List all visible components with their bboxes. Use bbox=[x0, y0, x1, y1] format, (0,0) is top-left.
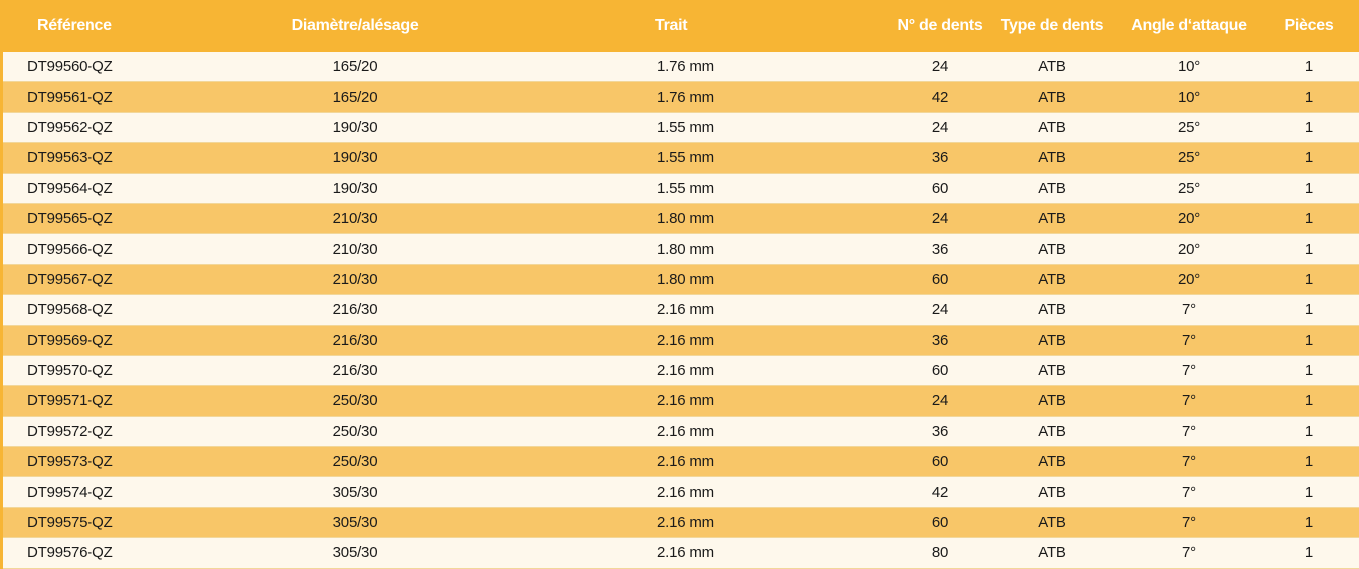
cell-tooth-type: ATB bbox=[985, 538, 1119, 568]
table-row bbox=[3, 234, 1359, 264]
cell-teeth-count: 36 bbox=[895, 325, 985, 355]
cell-pieces: 1 bbox=[1259, 234, 1359, 264]
table-row bbox=[3, 507, 1359, 537]
cell-tooth-type: ATB bbox=[985, 82, 1119, 112]
header-pieces: Pièces bbox=[1259, 0, 1359, 52]
table-row bbox=[3, 52, 1359, 82]
cell-kerf: 2.16 mm bbox=[443, 507, 895, 537]
cell-pieces: 1 bbox=[1259, 447, 1359, 477]
cell-tooth-type: ATB bbox=[985, 264, 1119, 294]
header-hook-angle: Angle d‘attaque bbox=[1119, 0, 1259, 52]
cell-kerf: 2.16 mm bbox=[443, 355, 895, 385]
cell-diameter-bore: 210/30 bbox=[267, 264, 443, 294]
cell-tooth-type: ATB bbox=[985, 295, 1119, 325]
cell-kerf: 1.80 mm bbox=[443, 234, 895, 264]
cell-diameter-bore: 216/30 bbox=[267, 355, 443, 385]
cell-pieces: 1 bbox=[1259, 295, 1359, 325]
header-diameter-bore: Diamètre/alésage bbox=[267, 0, 443, 52]
cell-hook-angle: 25° bbox=[1119, 112, 1259, 142]
cell-reference: DT99568-QZ bbox=[3, 295, 267, 325]
table-row bbox=[3, 447, 1359, 477]
cell-hook-angle: 20° bbox=[1119, 234, 1259, 264]
cell-diameter-bore: 250/30 bbox=[267, 386, 443, 416]
cell-hook-angle: 7° bbox=[1119, 447, 1259, 477]
header-reference: Référence bbox=[3, 0, 267, 52]
cell-teeth-count: 60 bbox=[895, 507, 985, 537]
cell-pieces: 1 bbox=[1259, 52, 1359, 82]
cell-diameter-bore: 305/30 bbox=[267, 538, 443, 568]
cell-kerf: 2.16 mm bbox=[443, 416, 895, 446]
cell-teeth-count: 24 bbox=[895, 52, 985, 82]
cell-hook-angle: 20° bbox=[1119, 264, 1259, 294]
cell-tooth-type: ATB bbox=[985, 112, 1119, 142]
cell-pieces: 1 bbox=[1259, 203, 1359, 233]
cell-kerf: 1.55 mm bbox=[443, 143, 895, 173]
cell-reference: DT99576-QZ bbox=[3, 538, 267, 568]
cell-reference: DT99567-QZ bbox=[3, 264, 267, 294]
table-row bbox=[3, 295, 1359, 325]
table-row bbox=[3, 538, 1359, 568]
cell-diameter-bore: 250/30 bbox=[267, 416, 443, 446]
cell-reference: DT99565-QZ bbox=[3, 203, 267, 233]
cell-pieces: 1 bbox=[1259, 355, 1359, 385]
table-row bbox=[3, 203, 1359, 233]
cell-diameter-bore: 305/30 bbox=[267, 507, 443, 537]
cell-tooth-type: ATB bbox=[985, 416, 1119, 446]
table-row bbox=[3, 355, 1359, 385]
cell-kerf: 1.80 mm bbox=[443, 264, 895, 294]
cell-kerf: 1.80 mm bbox=[443, 203, 895, 233]
cell-tooth-type: ATB bbox=[985, 234, 1119, 264]
cell-tooth-type: ATB bbox=[985, 355, 1119, 385]
cell-reference: DT99571-QZ bbox=[3, 386, 267, 416]
cell-hook-angle: 7° bbox=[1119, 416, 1259, 446]
cell-diameter-bore: 216/30 bbox=[267, 295, 443, 325]
cell-pieces: 1 bbox=[1259, 264, 1359, 294]
cell-diameter-bore: 190/30 bbox=[267, 173, 443, 203]
cell-pieces: 1 bbox=[1259, 143, 1359, 173]
cell-teeth-count: 60 bbox=[895, 447, 985, 477]
cell-tooth-type: ATB bbox=[985, 173, 1119, 203]
cell-reference: DT99569-QZ bbox=[3, 325, 267, 355]
cell-kerf: 2.16 mm bbox=[443, 477, 895, 507]
cell-hook-angle: 10° bbox=[1119, 82, 1259, 112]
cell-hook-angle: 25° bbox=[1119, 143, 1259, 173]
cell-kerf: 2.16 mm bbox=[443, 386, 895, 416]
cell-hook-angle: 10° bbox=[1119, 52, 1259, 82]
cell-teeth-count: 60 bbox=[895, 264, 985, 294]
table-row bbox=[3, 416, 1359, 446]
cell-reference: DT99562-QZ bbox=[3, 112, 267, 142]
cell-hook-angle: 7° bbox=[1119, 355, 1259, 385]
table-row bbox=[3, 264, 1359, 294]
cell-tooth-type: ATB bbox=[985, 325, 1119, 355]
table-body bbox=[3, 52, 1359, 568]
cell-diameter-bore: 216/30 bbox=[267, 325, 443, 355]
cell-diameter-bore: 210/30 bbox=[267, 234, 443, 264]
cell-kerf: 2.16 mm bbox=[443, 447, 895, 477]
cell-pieces: 1 bbox=[1259, 477, 1359, 507]
header-tooth-type: Type de dents bbox=[985, 0, 1119, 52]
cell-pieces: 1 bbox=[1259, 386, 1359, 416]
cell-diameter-bore: 165/20 bbox=[267, 82, 443, 112]
cell-hook-angle: 7° bbox=[1119, 386, 1259, 416]
cell-reference: DT99570-QZ bbox=[3, 355, 267, 385]
cell-kerf: 2.16 mm bbox=[443, 295, 895, 325]
cell-reference: DT99560-QZ bbox=[3, 52, 267, 82]
cell-kerf: 2.16 mm bbox=[443, 538, 895, 568]
cell-teeth-count: 24 bbox=[895, 203, 985, 233]
cell-tooth-type: ATB bbox=[985, 477, 1119, 507]
cell-hook-angle: 7° bbox=[1119, 295, 1259, 325]
cell-tooth-type: ATB bbox=[985, 203, 1119, 233]
cell-diameter-bore: 305/30 bbox=[267, 477, 443, 507]
cell-teeth-count: 24 bbox=[895, 295, 985, 325]
cell-teeth-count: 24 bbox=[895, 112, 985, 142]
cell-tooth-type: ATB bbox=[985, 52, 1119, 82]
cell-teeth-count: 80 bbox=[895, 538, 985, 568]
saw-blade-spec-table bbox=[3, 0, 1359, 569]
cell-tooth-type: ATB bbox=[985, 143, 1119, 173]
cell-diameter-bore: 165/20 bbox=[267, 52, 443, 82]
cell-hook-angle: 20° bbox=[1119, 203, 1259, 233]
cell-pieces: 1 bbox=[1259, 507, 1359, 537]
table-row bbox=[3, 173, 1359, 203]
cell-teeth-count: 60 bbox=[895, 173, 985, 203]
cell-kerf: 1.76 mm bbox=[443, 82, 895, 112]
cell-pieces: 1 bbox=[1259, 82, 1359, 112]
cell-kerf: 1.76 mm bbox=[443, 52, 895, 82]
table-header bbox=[3, 0, 1359, 52]
cell-teeth-count: 24 bbox=[895, 386, 985, 416]
cell-teeth-count: 36 bbox=[895, 143, 985, 173]
cell-reference: DT99572-QZ bbox=[3, 416, 267, 446]
cell-teeth-count: 36 bbox=[895, 416, 985, 446]
cell-pieces: 1 bbox=[1259, 416, 1359, 446]
header-teeth-count: N° de dents bbox=[895, 0, 985, 52]
cell-reference: DT99574-QZ bbox=[3, 477, 267, 507]
cell-diameter-bore: 190/30 bbox=[267, 112, 443, 142]
table-row bbox=[3, 386, 1359, 416]
cell-teeth-count: 36 bbox=[895, 234, 985, 264]
cell-pieces: 1 bbox=[1259, 112, 1359, 142]
cell-hook-angle: 7° bbox=[1119, 477, 1259, 507]
cell-tooth-type: ATB bbox=[985, 386, 1119, 416]
cell-reference: DT99573-QZ bbox=[3, 447, 267, 477]
table-row bbox=[3, 143, 1359, 173]
cell-kerf: 2.16 mm bbox=[443, 325, 895, 355]
cell-hook-angle: 7° bbox=[1119, 325, 1259, 355]
cell-teeth-count: 60 bbox=[895, 355, 985, 385]
table-row bbox=[3, 82, 1359, 112]
cell-reference: DT99575-QZ bbox=[3, 507, 267, 537]
cell-reference: DT99566-QZ bbox=[3, 234, 267, 264]
table-row bbox=[3, 325, 1359, 355]
cell-kerf: 1.55 mm bbox=[443, 112, 895, 142]
header-row bbox=[3, 0, 1359, 52]
cell-hook-angle: 7° bbox=[1119, 538, 1259, 568]
cell-tooth-type: ATB bbox=[985, 507, 1119, 537]
cell-hook-angle: 7° bbox=[1119, 507, 1259, 537]
cell-reference: DT99561-QZ bbox=[3, 82, 267, 112]
cell-reference: DT99563-QZ bbox=[3, 143, 267, 173]
cell-pieces: 1 bbox=[1259, 173, 1359, 203]
cell-pieces: 1 bbox=[1259, 538, 1359, 568]
cell-kerf: 1.55 mm bbox=[443, 173, 895, 203]
header-kerf: Trait bbox=[443, 0, 895, 52]
cell-diameter-bore: 210/30 bbox=[267, 203, 443, 233]
table-row bbox=[3, 477, 1359, 507]
cell-teeth-count: 42 bbox=[895, 477, 985, 507]
cell-pieces: 1 bbox=[1259, 325, 1359, 355]
cell-diameter-bore: 250/30 bbox=[267, 447, 443, 477]
cell-hook-angle: 25° bbox=[1119, 173, 1259, 203]
cell-teeth-count: 42 bbox=[895, 82, 985, 112]
cell-reference: DT99564-QZ bbox=[3, 173, 267, 203]
cell-diameter-bore: 190/30 bbox=[267, 143, 443, 173]
cell-tooth-type: ATB bbox=[985, 447, 1119, 477]
table-row bbox=[3, 112, 1359, 142]
